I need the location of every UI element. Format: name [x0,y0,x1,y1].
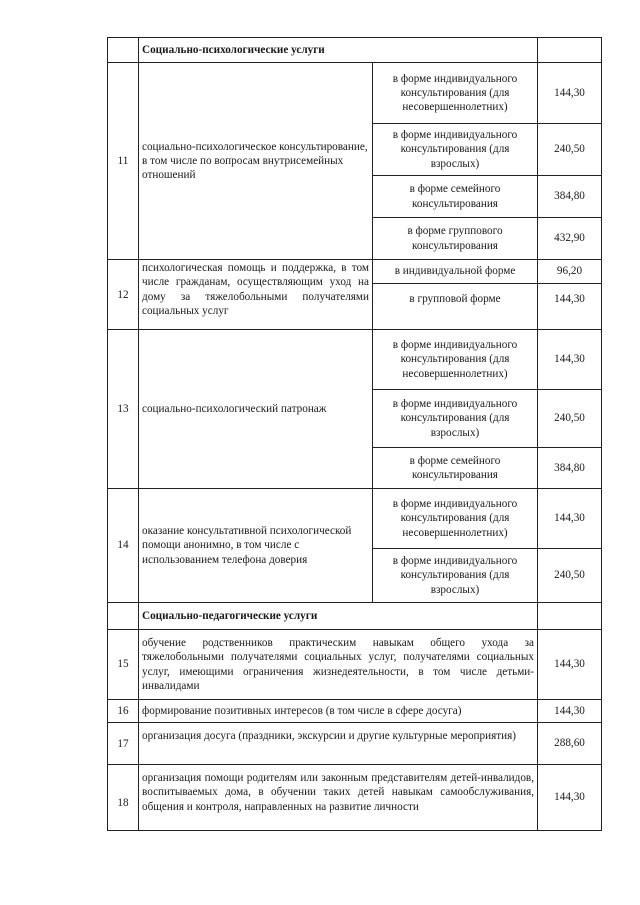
price-cell: 240,50 [538,124,602,176]
price-cell: 144,30 [538,489,602,549]
price-cell: 144,30 [538,330,602,390]
service-name: социально-психологический патронаж [139,330,373,489]
service-form: в форме индивидуального консультирования (для взрослых) [373,390,538,448]
table-row-14 [108,489,602,549]
table-row-13 [108,330,602,390]
table-row-18 [108,765,602,831]
empty-cell [108,603,139,630]
table-row-15 [108,630,602,700]
service-form: в форме индивидуального консультирования (для несовершеннолетних) [373,63,538,124]
section-row-ped [108,603,602,630]
service-form: в форме индивидуального консультирования (для взрослых) [373,549,538,603]
table-row-11 [108,63,602,124]
table-row-12 [108,260,602,284]
price-cell: 144,30 [538,765,602,831]
empty-cell [108,38,139,63]
service-name: психологическая помощь и поддержка, в том числе гражданам, осуществляющим уход на дому за тяжелобольными получателями социальных услуг [139,260,373,330]
service-name: оказание консультативной психологической помощи анонимно, в том числе с использованием телефона доверия [139,489,373,603]
empty-cell [538,38,602,63]
service-name: социально-психологическое консультирование, в том числе по вопросам внутрисемейных отношений [139,63,373,260]
price-cell: 384,80 [538,176,602,218]
row-number: 12 [108,260,139,330]
row-number: 18 [108,765,139,831]
empty-cell [538,603,602,630]
tariff-table [107,37,602,831]
price-cell: 288,60 [538,723,602,765]
section-row-psych [108,38,602,63]
service-form: в форме группового консультирования [373,218,538,260]
service-form: в индивидуальной форме [373,260,538,284]
table-row-16 [108,700,602,723]
service-form: в групповой форме [373,284,538,330]
row-number: 17 [108,723,139,765]
price-cell: 240,50 [538,390,602,448]
service-name: формирование позитивных интересов (в том числе в сфере досуга) [139,700,538,723]
row-number: 11 [108,63,139,260]
price-cell: 144,30 [538,284,602,330]
service-name: организация досуга (праздники, экскурсии и другие культурные мероприятия) [139,723,538,765]
price-cell: 240,50 [538,549,602,603]
service-name: обучение родственников практическим навыкам общего ухода за тяжелобольными получателями социальных услуг, получателями социальных услуг, имеющими ограничения жизнедеятельности, в том числе детьми-инвалидами [139,630,538,700]
table-row-17 [108,723,602,765]
service-name: организация помощи родителям или законным представителям детей-инвалидов, воспитываемых дома, в обучении таких детей навыкам самообслуживания, общения и контроля, направленных на развитие личности [139,765,538,831]
row-number: 14 [108,489,139,603]
service-form: в форме индивидуального консультирования (для взрослых) [373,124,538,176]
section-title-psych: Социально-психологические услуги [139,38,538,63]
price-cell: 384,80 [538,448,602,489]
row-number: 13 [108,330,139,489]
service-form: в форме семейного консультирования [373,176,538,218]
price-cell: 432,90 [538,218,602,260]
price-cell: 144,30 [538,700,602,723]
row-number: 16 [108,700,139,723]
service-form: в форме индивидуального консультирования (для несовершеннолетних) [373,330,538,390]
price-cell: 144,30 [538,630,602,700]
row-number: 15 [108,630,139,700]
price-cell: 144,30 [538,63,602,124]
price-cell: 96,20 [538,260,602,284]
service-form: в форме семейного консультирования [373,448,538,489]
service-form: в форме индивидуального консультирования (для несовершеннолетних) [373,489,538,549]
section-title-ped: Социально-педагогические услуги [139,603,538,630]
